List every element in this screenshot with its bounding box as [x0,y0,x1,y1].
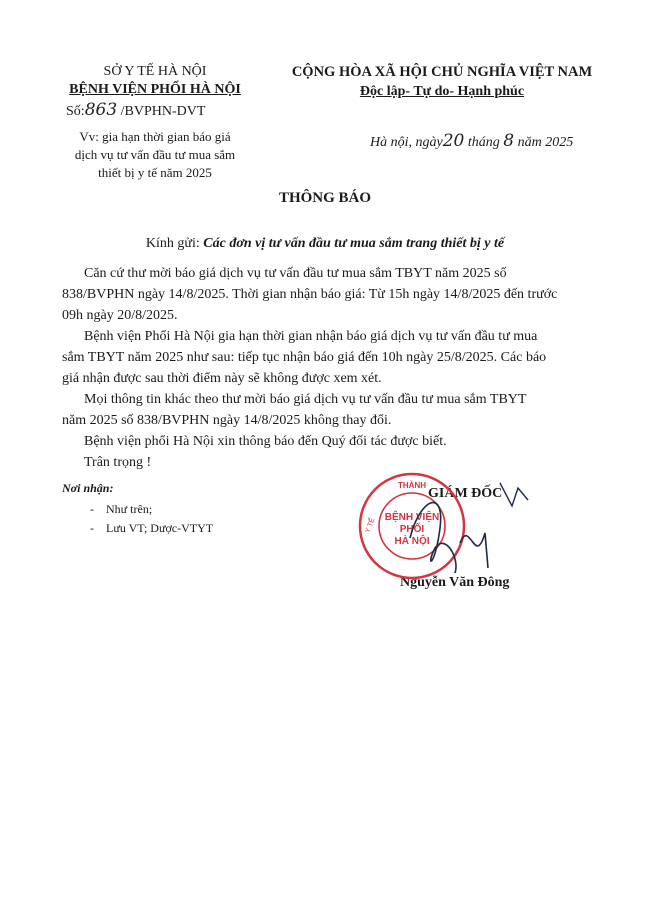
stamp-text-side: Y TẾ [364,517,377,534]
ministry-name: SỞ Y TẾ HÀ NỘI [103,64,207,79]
body-text: Căn cứ thư mời báo giá dịch vụ tư vấn đầu tư mua sắm TBYT năm 2025 số 838/BVPHN ngày 14/8/2025. Thời gian nhận báo giá: Từ 15h ngày 14/8/2025 đến trước 09h ngày 20/8/2025. Bệnh viện Phổi Hà Nội gia hạn thời gian nhận báo giá dịch vụ tư vấn đầu tư mua sắm TBYT năm 2025 như sau: tiếp tục nhận báo giá đến 10h ngày 25/8/2025. Các báo giá nhận được sau thời điểm này sẽ không được xem xét. Mọi thông tin khác theo thư mời báo giá dịch vụ tư vấn đầu tư mua sắm TBYT năm 2025 số 838/BVPHN ngày 14/8/2025 không thay đổi. Bệnh viện phổi Hà Nội xin thông báo đến Quý đối tác được biết. Trân trọng ! [62,266,558,470]
document-number: Số:863 /BVPHN-DVT [66,100,206,120]
stamp-center-3: HÀ NỘI [394,536,430,547]
recipient-item: - Như trên; [90,502,153,516]
handwritten-number: 863 [84,100,118,120]
date-line: Hà nội, ngày20 tháng 8 năm 2025 [370,131,574,151]
stamp-text-top: THÀNH [398,481,426,490]
stamp-center-1: BỆNH VIỆN [384,512,440,523]
country-name: CỘNG HÒA XÃ HỘI CHỦ NGHĨA VIỆT NAM [291,64,593,80]
stamp-center-2: PHỔI [399,524,425,535]
recipient-item: - Lưu VT; Dược-VTYT [90,521,214,535]
signer-name: Nguyễn Văn Đông [400,575,510,590]
signature-drawing [400,478,540,578]
hospital-name: BỆNH VIỆN PHỔI HÀ NỘI [69,82,241,97]
subject: Vv: gia hạn thời gian báo giá dịch vụ tư vấn đầu tư mua sắm thiết bị y tế năm 2025 [74,129,236,180]
recipient-line: Kính gửi: Các đơn vị tư vấn đầu tư mua sắm trang thiết bị y tế [145,236,505,251]
recipients-list [90,500,213,538]
recipients-label: Nơi nhận: [62,481,114,495]
page-title: THÔNG BÁO [278,190,372,206]
signer-position: GIÁM ĐỐC [428,486,503,501]
motto: Độc lập- Tự do- Hạnh phúc [359,84,525,99]
